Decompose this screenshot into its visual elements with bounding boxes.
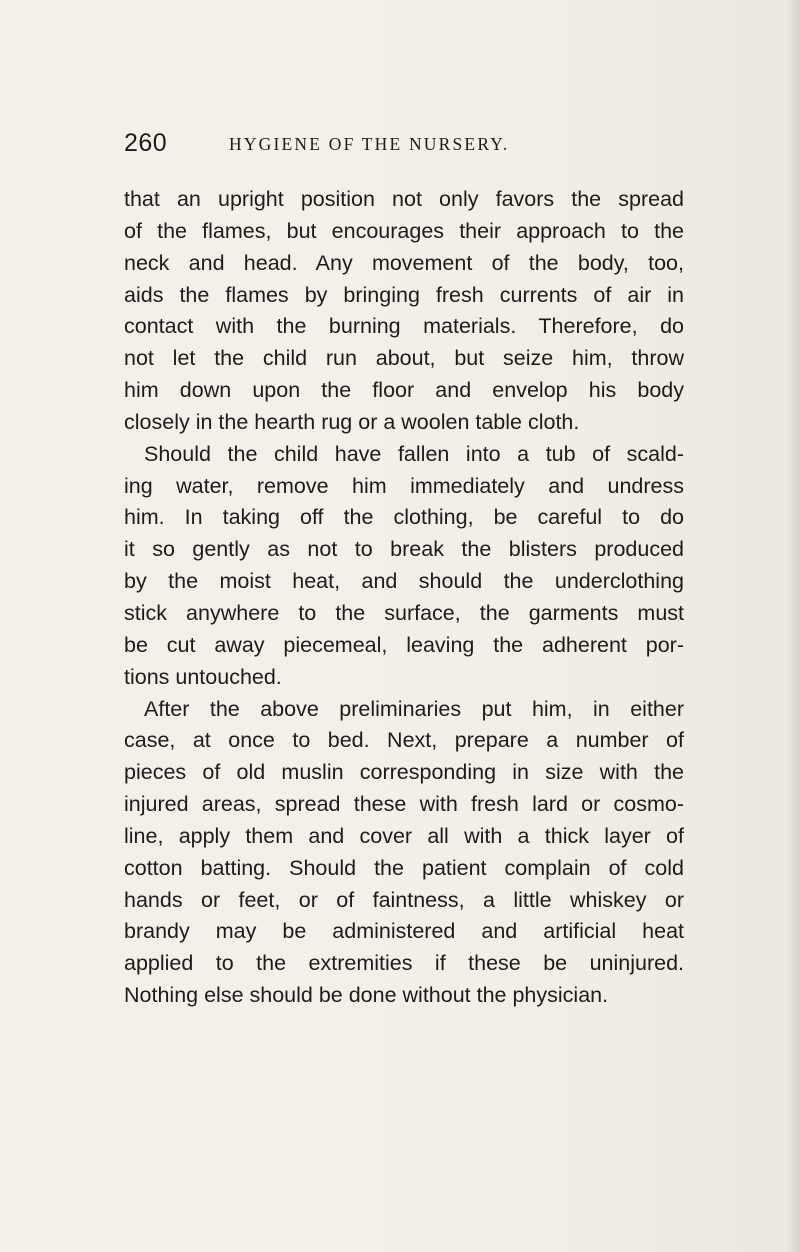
text-line: of the flames, but encourages their approach to the <box>124 218 684 243</box>
paragraph-first-line: After the above preliminaries put him, in either <box>144 696 684 721</box>
text-line: aids the flames by bringing fresh currents of air in <box>124 282 684 307</box>
body-text <box>124 184 684 1012</box>
text-line: neck and head. Any movement of the body, too, <box>124 250 684 275</box>
text-line: ing water, remove him immediately and undress <box>124 473 684 498</box>
text-line: it so gently as not to break the blisters produced <box>124 537 684 562</box>
text-line: hands or feet, or of faintness, a little whiskey or <box>124 887 684 912</box>
text-line: contact with the burning materials. Therefore, do <box>124 314 684 339</box>
page-number: 260 <box>124 129 168 157</box>
text-line: brandy may be administered and artificial heat <box>124 919 684 944</box>
text-line: Nothing else should be done without the physician. <box>124 983 609 1008</box>
page-edge-shadow <box>786 0 800 1252</box>
text-line: be cut away piecemeal, leaving the adherent por- <box>124 632 684 657</box>
text-line: line, apply them and cover all with a thick layer of <box>124 823 684 848</box>
text-line: that an upright position not only favors the spread <box>124 187 684 211</box>
text-line: him down upon the floor and envelop his body <box>124 378 684 403</box>
text-line: cotton batting. Should the patient complain of cold <box>124 855 684 880</box>
paragraph-first-line: Should the child have fallen into a tub of scald- <box>144 441 684 466</box>
text-line: tions untouched. <box>124 664 282 689</box>
text-line: by the moist heat, and should the underclothing <box>124 569 684 594</box>
text-line: him. In taking off the clothing, be careful to do <box>124 505 684 530</box>
text-line: stick anywhere to the surface, the garments must <box>124 600 684 625</box>
text-line: closely in the hearth rug or a woolen table cloth. <box>124 409 580 434</box>
text-line: applied to the extremities if these be uninjured. <box>124 951 684 976</box>
running-head: HYGIENE OF THE NURSERY. <box>229 134 510 154</box>
text-line: case, at once to bed. Next, prepare a number of <box>124 728 684 753</box>
text-line: pieces of old muslin corresponding in size with the <box>124 760 684 785</box>
text-line: injured areas, spread these with fresh lard or cosmo- <box>124 792 684 817</box>
text-line: not let the child run about, but seize him, throw <box>124 346 684 371</box>
page-header <box>124 128 684 158</box>
